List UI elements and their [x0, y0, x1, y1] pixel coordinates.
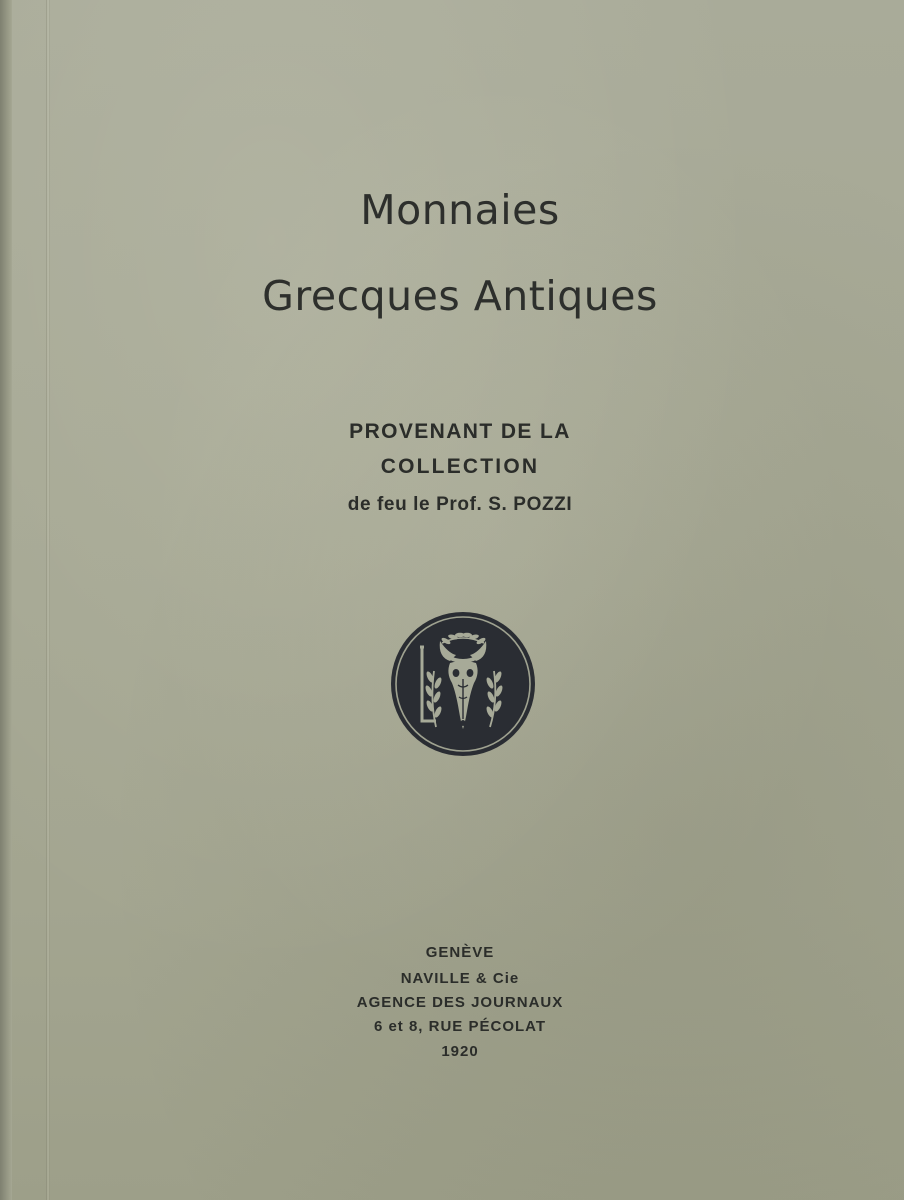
publisher-firm: NAVILLE & Cie: [400, 970, 520, 987]
bull-skull-wreath-icon: [390, 611, 536, 757]
publisher-city: GENÈVE: [425, 944, 495, 961]
publisher-agency: AGENCE DES JOURNAUX: [356, 994, 564, 1011]
title-line-2: Grecques Antiques: [262, 272, 658, 320]
title-line-1: Monnaies: [360, 186, 560, 234]
subtitle-line-1: PROVENANT DE LA: [349, 420, 571, 443]
subtitle-line-3: de feu le Prof. S. POZZI: [347, 494, 573, 515]
publication-year: 1920: [441, 1043, 479, 1060]
spine-fold: [46, 0, 50, 1200]
subtitle-line-2: COLLECTION: [380, 455, 540, 478]
publisher-address: 6 et 8, RUE PÉCOLAT: [373, 1018, 547, 1035]
spine-edge: [0, 0, 12, 1200]
